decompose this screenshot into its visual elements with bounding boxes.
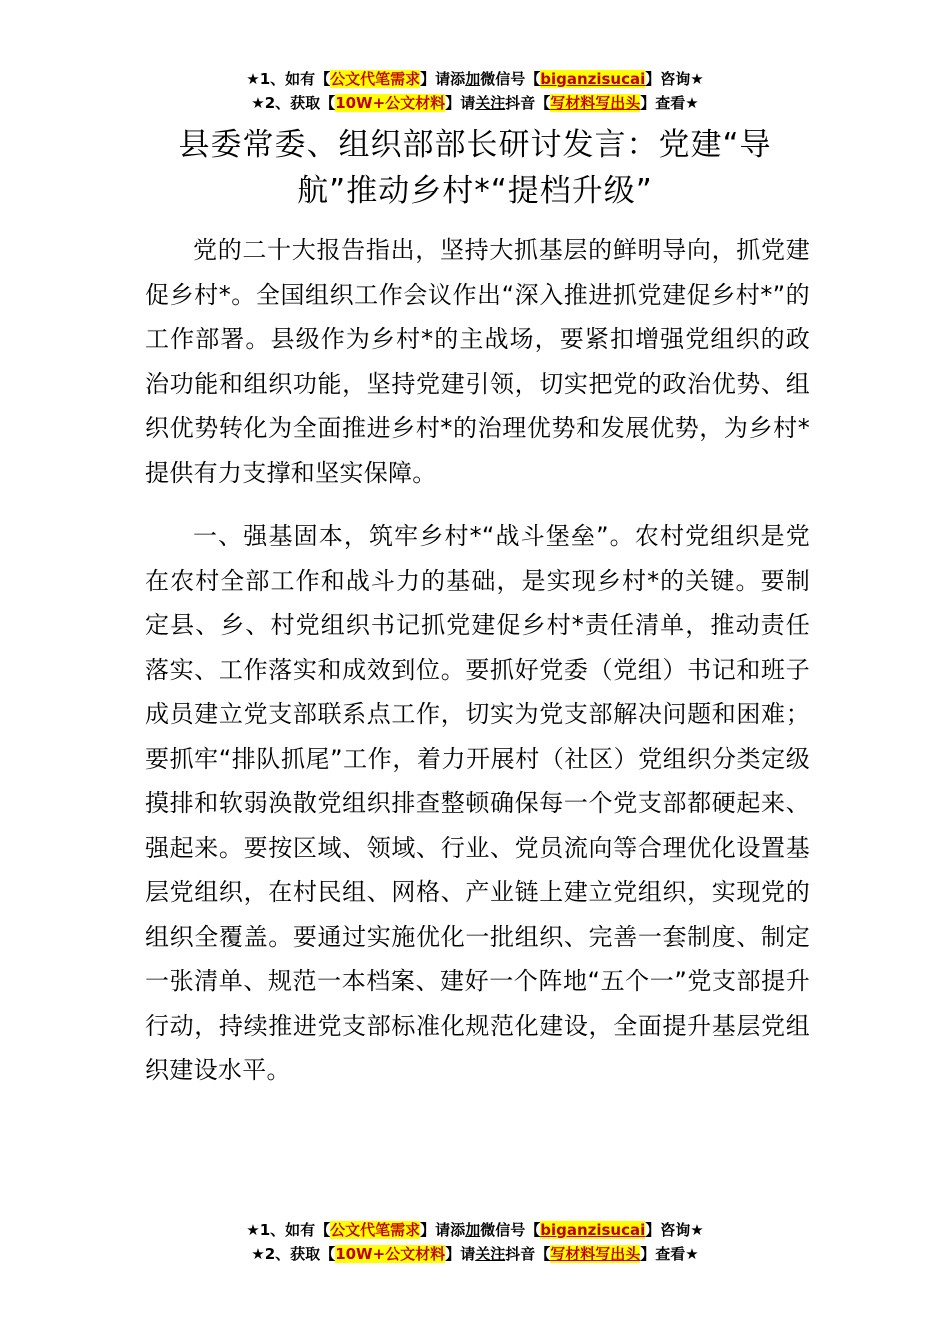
promo-highlight: 公文代笔需求 <box>330 1221 421 1239</box>
promo-line-2 <box>0 1242 950 1266</box>
promo-text: 】请添 <box>420 1221 466 1239</box>
douyin-account-link[interactable]: 写材料写出头 <box>550 1245 641 1263</box>
paragraph-section-1: 一、强基固本，筑牢乡村*“战斗堡垒”。农村党组织是党在农村全部工作和战斗力的基础，是实现乡村*的关键。要制定县、乡、村党组织书记抓党建促乡村*责任清单，推动责任落实、工作落实和成效到位。要抓好党委（党组）书记和班子成员建立党支部联系点工作，切实为党支部解决问题和困难；要抓牢“排队抓尾”工作，着力开展村（社区）党组织分类定级摸排和软弱涣散党组织排查整顿确保每一个党支部都硬起来、强起来。要按区域、领域、行业、党员流向等合理优化设置基层党组织，在村民组、网格、产业链上建立党组织，实现党的组织全覆盖。要通过实施优化一批组织、完善一套制度、制定一张清单、规范一本档案、建好一个阵地“五个一”党支部提升行动，持续推进党支部标准化规范化建设，全面提升基层党组织建设水平。 <box>145 522 810 1084</box>
promo-text: ★1、如有【 <box>246 1221 331 1239</box>
wechat-id-link[interactable]: biganzisucai <box>540 70 646 88</box>
promo-text: 微信号【 <box>480 1221 541 1239</box>
promo-line-1 <box>0 67 950 91</box>
promo-text: 抖音【 <box>505 1245 551 1263</box>
document-title: 县委常委、组织部部长研讨发言：党建“导航”推动乡村*“提档升级” <box>178 127 772 209</box>
promo-text: 】请 <box>445 1245 476 1263</box>
promo-underlined-text: 关注 <box>475 94 506 112</box>
promo-text: 】查看★ <box>640 94 699 112</box>
promo-highlight: 10W+公文材料 <box>335 1245 446 1263</box>
header-promo <box>0 67 950 115</box>
paragraph-intro: 党的二十大报告指出，坚持大抓基层的鲜明导向，抓党建促乡村*。全国组织工作会议作出“深入推进抓党建促乡村*”的工作部署。县级作为乡村*的主战场，要紧扣增强党组织的政治功能和组织功能，坚持党建引领，切实把党的政治优势、组织优势转化为全面推进乡村*的治理优势和发展优势，为乡村*提供有力支撑和坚实保障。 <box>145 236 810 487</box>
promo-underlined-text: 关注 <box>475 1245 506 1263</box>
footer-promo <box>0 1218 950 1266</box>
promo-text: ★2、获取【 <box>251 1245 336 1263</box>
promo-text: 】咨询★ <box>645 1221 704 1239</box>
promo-text: ★1、如有【 <box>246 70 331 88</box>
promo-text: 】请添 <box>420 70 466 88</box>
promo-highlight: 10W+公文材料 <box>335 94 446 112</box>
promo-text: 抖音【 <box>505 94 551 112</box>
promo-underlined-text: 加 <box>465 1221 481 1239</box>
document-body <box>145 228 810 1112</box>
promo-text: 】咨询★ <box>645 70 704 88</box>
promo-text: ★2、获取【 <box>251 94 336 112</box>
promo-line-1 <box>0 1218 950 1242</box>
promo-text: 微信号【 <box>480 70 541 88</box>
douyin-account-link[interactable]: 写材料写出头 <box>550 94 641 112</box>
promo-line-2 <box>0 91 950 115</box>
promo-text: 】查看★ <box>640 1245 699 1263</box>
promo-underlined-text: 加 <box>465 70 481 88</box>
promo-text: 】请 <box>445 94 476 112</box>
promo-highlight: 公文代笔需求 <box>330 70 421 88</box>
wechat-id-link[interactable]: biganzisucai <box>540 1221 646 1239</box>
